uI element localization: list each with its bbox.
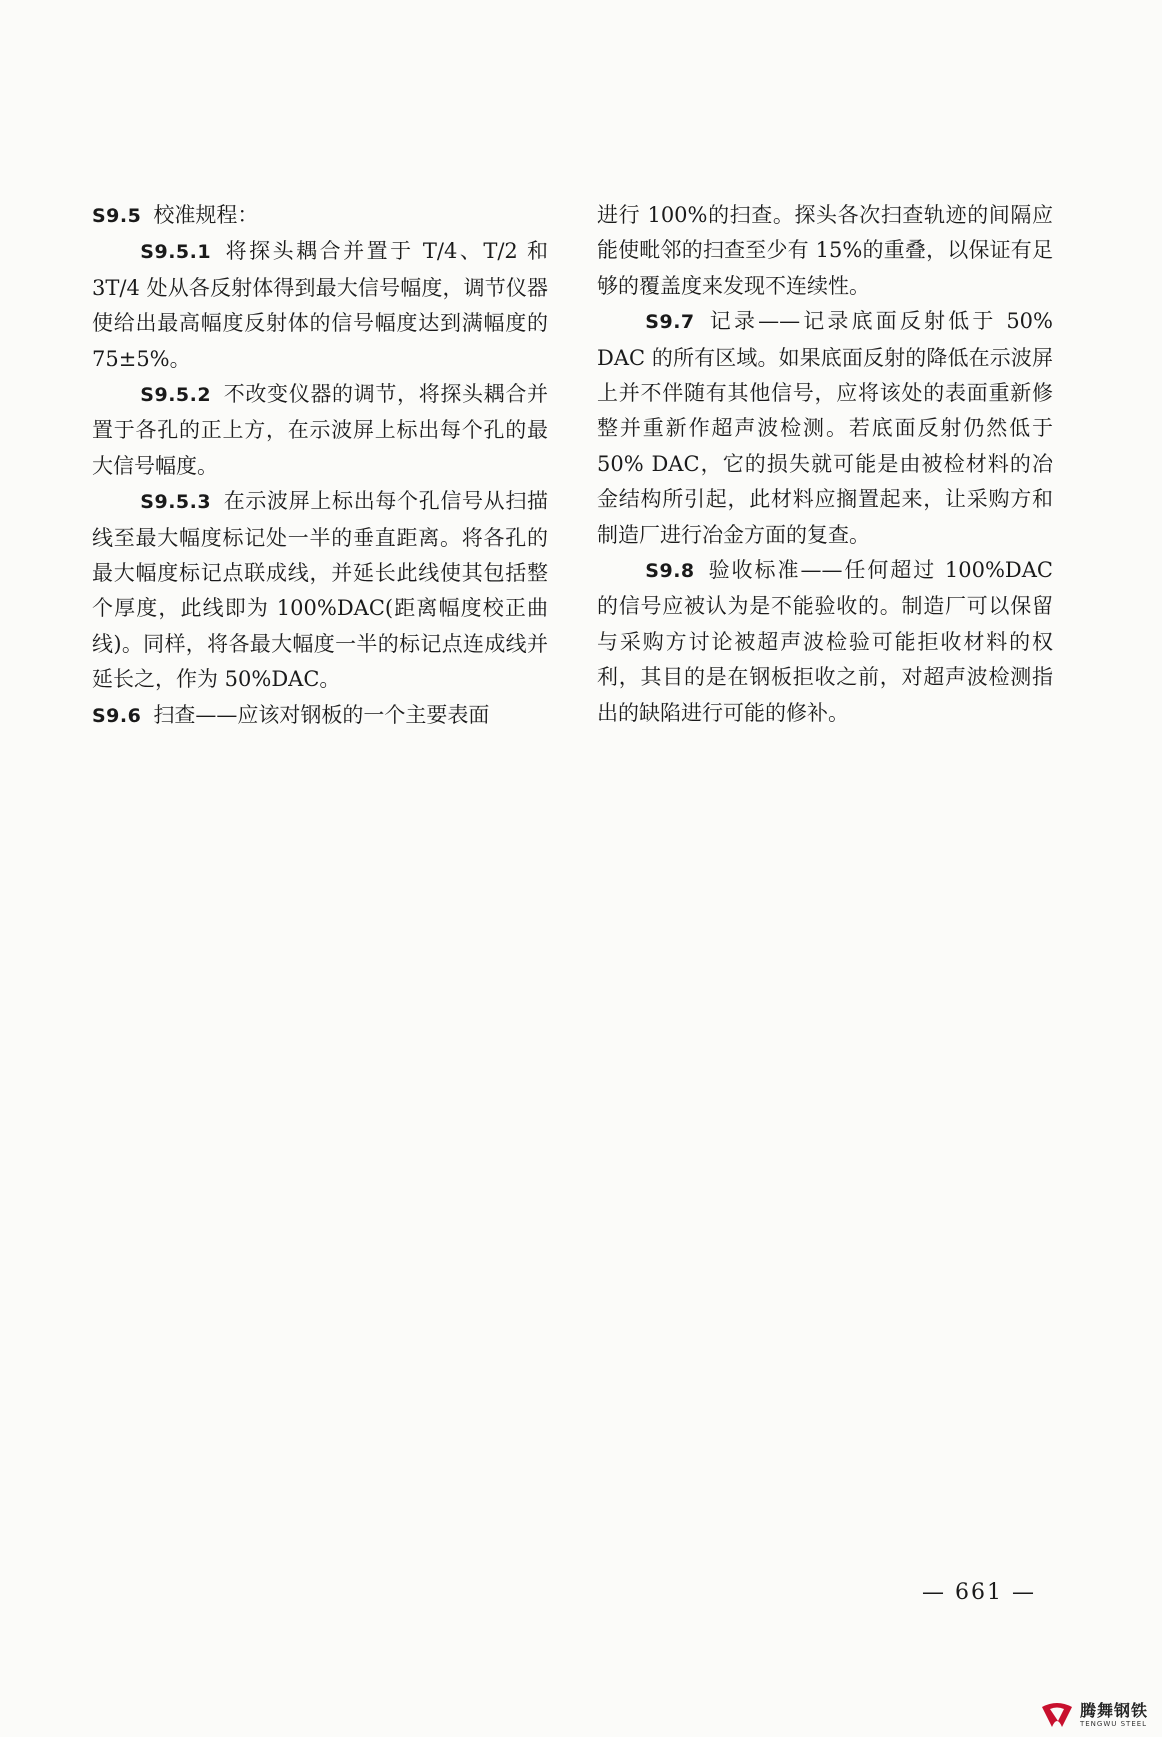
right-column bbox=[597, 198, 1053, 731]
logo-chinese-name: 腾舞钢铁 bbox=[1079, 1700, 1148, 1720]
section-s9-5-1 bbox=[92, 234, 548, 377]
logo-english-name: TENGWU STEEL bbox=[1079, 1719, 1148, 1728]
section-text: 扫查——应该对钢板的一个主要表面 bbox=[153, 702, 490, 727]
section-s9-5-2 bbox=[92, 377, 548, 484]
section-text: 记录——记录底面反射低于 50% DAC 的所有区域。如果底面反射的降低在示波屏上并不伴随有其他信号，应将该处的表面重新修整并重新作超声波检测。若底面反射仍然低于 50% DAC，它的损失就可能是由被检材料的冶金结构所引起，此材料应搁置起来，让采购方和制造厂进行冶金方面的复查。 bbox=[597, 309, 1053, 547]
section-text: 在示波屏上标出每个孔信号从扫描线至最大幅度标记处一半的垂直距离。将各孔的最大幅度标记点联成线，并延长此线使其包括整个厚度，此线即为 100%DAC(距离幅度校正曲线)。同样，将各最大幅度一半的标记点连成线并延长之，作为 50%DAC。 bbox=[92, 489, 548, 692]
section-s9-7 bbox=[597, 304, 1053, 553]
section-number: S9.5.2 bbox=[140, 384, 212, 407]
page-number: — 661 — bbox=[922, 1580, 1036, 1605]
section-s9-6-continued bbox=[597, 198, 1053, 304]
tengwu-logo-icon bbox=[1040, 1701, 1074, 1729]
section-text: 校准规程： bbox=[153, 203, 259, 227]
logo-text bbox=[1079, 1700, 1148, 1728]
section-s9-5-3 bbox=[92, 484, 548, 697]
section-number: S9.8 bbox=[645, 560, 695, 583]
section-number: S9.5.1 bbox=[140, 241, 212, 264]
section-number: S9.5.3 bbox=[140, 491, 212, 514]
section-s9-8 bbox=[597, 553, 1053, 731]
section-text: 验收标准——任何超过 100%DAC 的信号应被认为是不能验收的。制造厂可以保留与采购方讨论被超声波检验可能拒收材料的权利，其目的是在钢板拒收之前，对超声波检测指出的缺陷进行可能的修补。 bbox=[597, 558, 1053, 725]
section-text: 不改变仪器的调节，将探头耦合并置于各孔的正上方，在示波屏上标出每个孔的最大信号幅度。 bbox=[92, 382, 548, 478]
section-number: S9.6 bbox=[92, 704, 142, 727]
section-number: S9.7 bbox=[645, 311, 695, 334]
section-s9-6 bbox=[92, 698, 548, 734]
section-text: 将探头耦合并置于 T/4、T/2 和 3T/4 处从各反射体得到最大信号幅度，调节仪器使给出最高幅度反射体的信号幅度达到满幅度的 75±5%。 bbox=[92, 239, 548, 371]
section-number: S9.5 bbox=[92, 205, 142, 227]
section-text: 进行 100%的扫查。探头各次扫查轨迹的间隔应能使毗邻的扫查至少有 15%的重叠，以保证有足够的覆盖度来发现不连续性。 bbox=[597, 203, 1053, 298]
left-column bbox=[92, 198, 548, 734]
section-s9-5 bbox=[92, 198, 548, 234]
publisher-logo bbox=[1040, 1701, 1148, 1729]
